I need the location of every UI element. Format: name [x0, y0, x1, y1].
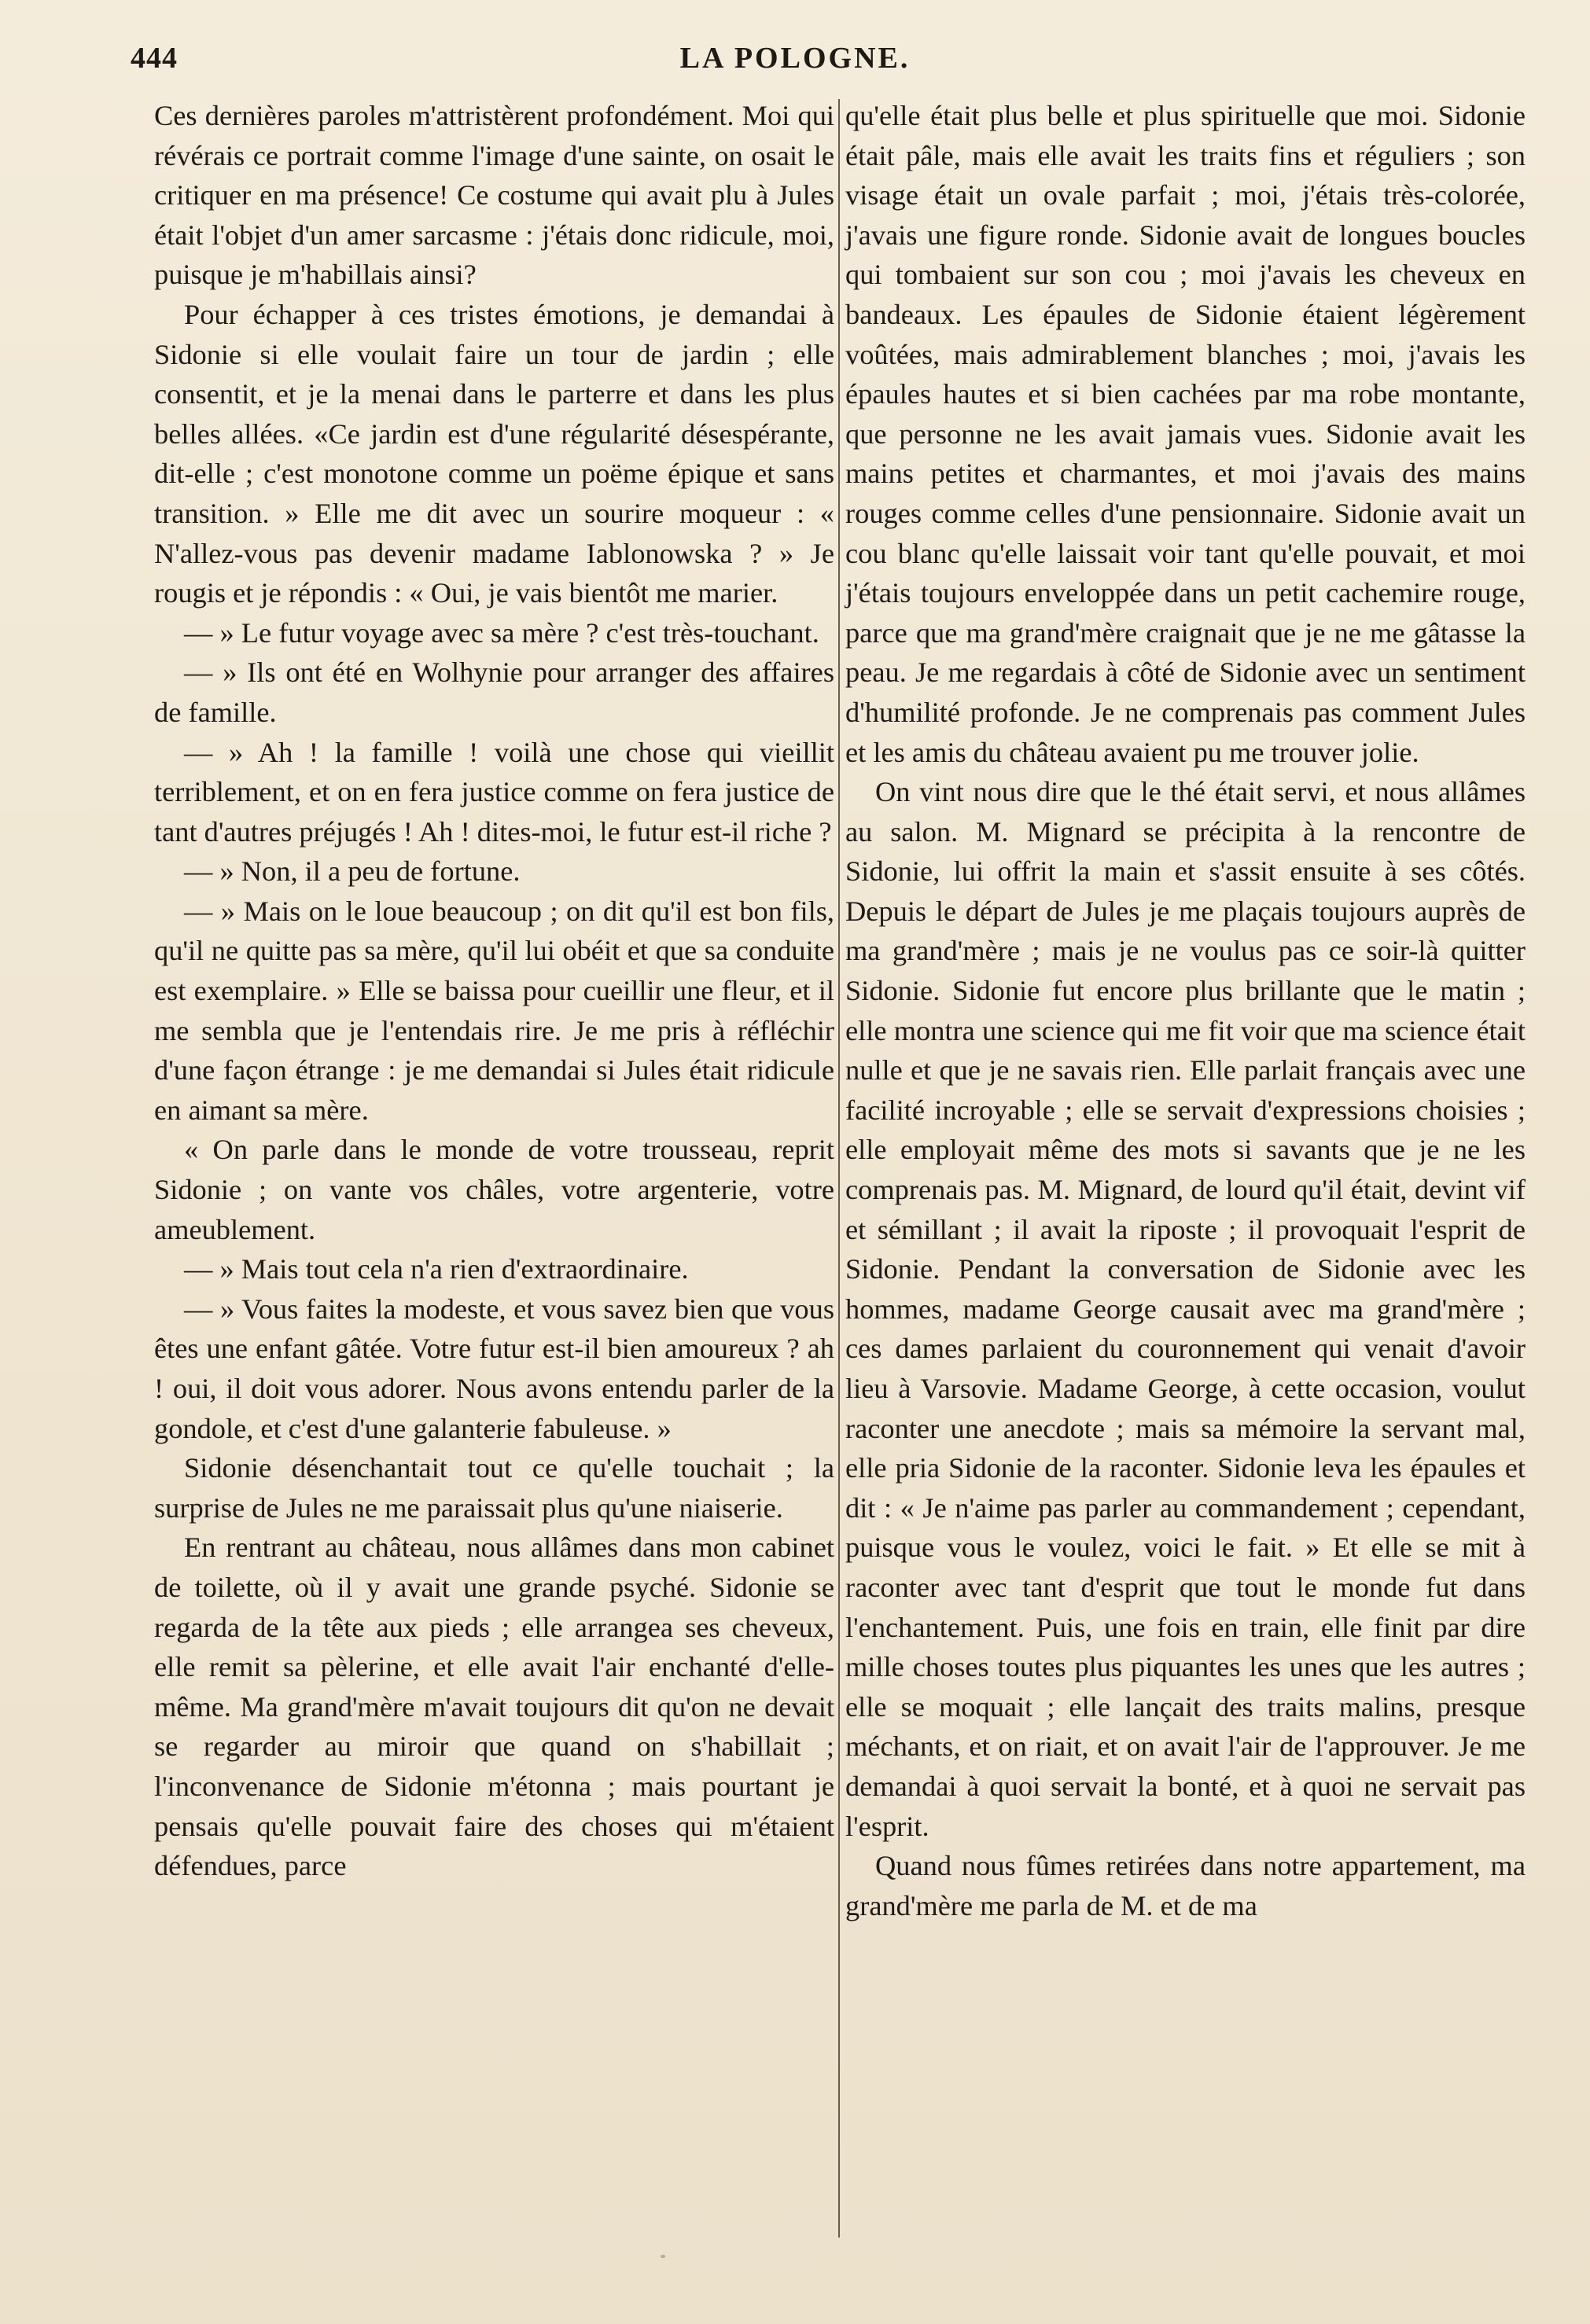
paper-speck	[661, 2255, 665, 2258]
paragraph: « On parle dans le monde de votre trousseau, reprit Sidonie ; on vante vos châles, votre argenterie, votre ameublement.	[154, 1134, 834, 1245]
paragraph: En rentrant au château, nous allâmes dans mon cabinet de toilette, où il y avait une grande psyché. Sidonie se regarda de la tête aux pieds ; elle arrangea ses cheveux, elle remit sa pèlerine, et elle avait l'air enchanté d'elle-même. Ma grand'mère m'avait toujours dit qu'on ne devait se regarder au miroir que quand on s'habillait ; l'inconvenance de Sidonie m'étonna ; mais pourtant je pensais qu'elle pouvait faire des choses qui m'étaient défendues, parce	[154, 1532, 834, 1882]
paragraph: — » Le futur voyage avec sa mère ? c'est très-touchant.	[184, 616, 819, 649]
right-column	[845, 96, 1526, 1925]
paragraph: Pour échapper à ces tristes émotions, je demandai à Sidonie si elle voulait faire un tour de jardin ; elle consentit, et je la menai dans le parterre et dans les plus belles allées. «Ce jardin est d'une régularité désespérante, dit-elle ; c'est monotone comme un poëme épique et sans transition. » Elle me dit avec un sourire moqueur : « N'allez-vous pas devenir madame Iablonowska ? » Je rougis et je répondis : « Oui, je vais bientôt me marier.	[154, 298, 834, 609]
paragraph: — » Mais on le loue beaucoup ; on dit qu'il est bon fils, qu'il ne quitte pas sa mère, qu'il lui obéit et que sa conduite est exemplaire. » Elle se baissa pour cueillir une fleur, et il me sembla que je l'entendais rire. Je me pris à réfléchir d'une façon étrange : je me demandai si Jules était ridicule en aimant sa mère.	[154, 895, 834, 1126]
running-title: LA POLOGNE.	[679, 42, 911, 75]
paragraph: — » Vous faites la modeste, et vous savez bien que vous êtes une enfant gâtée. Votre futur est-il bien amoureux ? ah ! oui, il doit vous adorer. Nous avons entendu parler de la gondole, et c'est d'une galanterie fabuleuse. »	[154, 1293, 834, 1444]
paragraph: Quand nous fûmes retirées dans notre appartement, ma grand'mère me parla de M. et de ma	[845, 1850, 1526, 1921]
paragraph: — » Ah ! la famille ! voilà une chose qui vieillit terriblement, et on en fera justice comme on fera justice de tant d'autres préjugés ! Ah ! dites-moi, le futur est-il riche ?	[154, 736, 834, 848]
left-column	[154, 96, 834, 1886]
column-divider	[838, 99, 840, 2238]
paragraph: — » Ils ont été en Wolhynie pour arranger des affaires de famille.	[154, 656, 834, 728]
paragraph: — » Non, il a peu de fortune.	[184, 855, 521, 888]
page-number: 444	[131, 42, 178, 75]
paragraph: Ces dernières paroles m'attristèrent profondément. Moi qui révérais ce portrait comme l'image d'une sainte, on osait le critiquer en ma présence! Ce costume qui avait plu à Jules était l'objet d'un amer sarcasme : j'étais donc ridicule, moi, puisque je m'habillais ainsi?	[154, 100, 834, 291]
paragraph: qu'elle était plus belle et plus spirituelle que moi. Sidonie était pâle, mais elle avait les traits fins et réguliers ; son visage était un ovale parfait ; moi, j'étais très-colorée, j'avais une figure ronde. Sidonie avait de longues boucles qui tombaient sur son cou ; moi j'avais les cheveux en bandeaux. Les épaules de Sidonie étaient légèrement voûtées, mais admirablement blanches ; moi, j'avais les épaules hautes et si bien cachées par ma robe montante, que personne ne les avait jamais vues. Sidonie avait les mains petites et charmantes, et moi j'avais des mains rouges comme celles d'une pensionnaire. Sidonie avait un cou blanc qu'elle laissait voir tant qu'elle pouvait, et moi j'étais toujours enveloppée dans un petit cachemire rouge, parce que ma grand'mère craignait que je ne me gâtasse la peau. Je me regardais à côté de Sidonie avec un sentiment d'humilité profonde. Je ne comprenais pas comment Jules et les amis du château avaient pu me trouver jolie.	[845, 100, 1526, 768]
paragraph: On vint nous dire que le thé était servi, et nous allâmes au salon. M. Mignard se précipita à la rencontre de Sidonie, lui offrit la main et s'assit ensuite à ses côtés. Depuis le départ de Jules je me plaçais toujours auprès de ma grand'mère ; mais je ne voulus pas ce soir-là quitter Sidonie. Sidonie fut encore plus brillante que le matin ; elle montra une science qui me fit voir que ma science était nulle et que je ne savais rien. Elle parlait français avec une facilité incroyable ; elle se servait d'expressions choisies ; elle employait même des mots si savants que je ne les comprenais pas. M. Mignard, de lourd qu'il était, devint vif et sémillant ; il avait la riposte ; il provoquait l'esprit de Sidonie. Pendant la conversation de Sidonie avec les hommes, madame George causait avec ma grand'mère ; ces dames parlaient du couronnement qui venait d'avoir lieu à Varsovie. Madame George, à cette occasion, voulut raconter une anecdote ; mais sa mémoire la servant mal, elle pria Sidonie de la raconter. Sidonie leva les épaules et dit : « Je n'aime pas parler au commandement ; cependant, puisque vous le voulez, voici le fait. » Et elle se mit à raconter avec tant d'esprit que tout le monde fut dans l'enchantement. Puis, une fois en train, elle finit par dire mille choses toutes plus piquantes les unes que les autres ; elle se moquait ; elle lançait des traits malins, presque méchants, et on riait, et on avait l'air de l'approuver. Je me demandai à quoi servait la bonté, et à quoi ne servait pas l'esprit.	[845, 776, 1526, 1842]
paragraph: Sidonie désenchantait tout ce qu'elle touchait ; la surprise de Jules ne me paraissait plus qu'une niaiserie.	[154, 1452, 834, 1524]
paragraph: — » Mais tout cela n'a rien d'extraordinaire.	[184, 1253, 689, 1285]
